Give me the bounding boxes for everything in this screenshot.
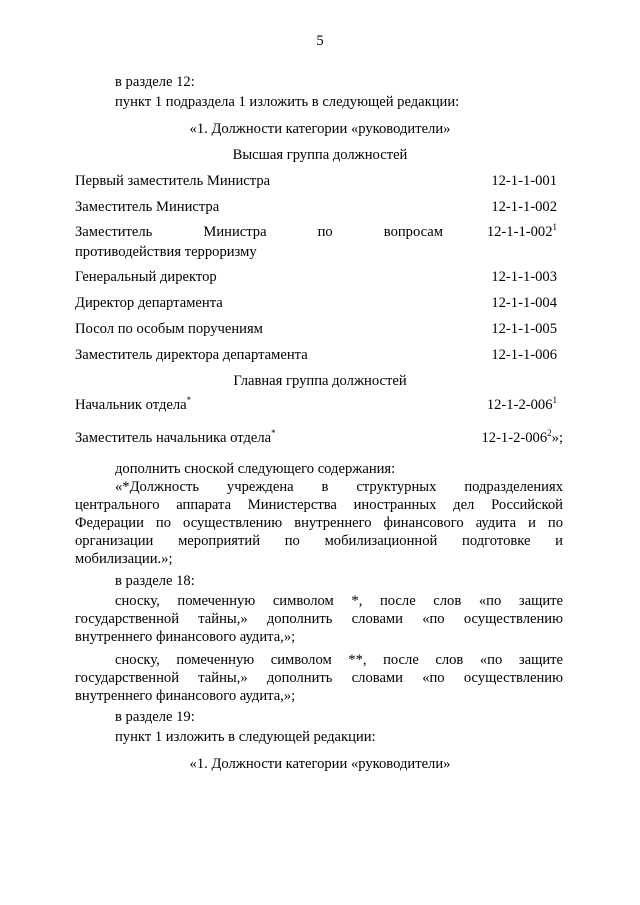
section19-heading: «1. Должности категории «руководители» xyxy=(189,756,451,772)
footnote-line: центрального аппарата Министерства иностранных дел Российской xyxy=(75,497,563,513)
position-title-line2: противодействия терроризму xyxy=(75,244,257,260)
position-code: $12-1-1-002^1$ xyxy=(486,222,557,240)
footnote-line: «*Должность учреждена в структурных подразделениях xyxy=(115,479,563,495)
code-superscript: 1 xyxy=(552,222,557,233)
position-title: Заместитель начальника отдела* xyxy=(75,428,276,446)
position-title-line1: Заместитель Министра по вопросам xyxy=(75,224,443,240)
page-number: 5 xyxy=(316,33,324,49)
section19-intro: в разделе 19: xyxy=(115,709,195,725)
section12-intro: в разделе 12: xyxy=(115,74,195,90)
position-code: 12-1-1-001 xyxy=(491,173,557,189)
position-row xyxy=(75,397,557,414)
position-code: 12-1-1-003 xyxy=(491,269,557,285)
position-row xyxy=(75,430,563,447)
position-title: Генеральный директор xyxy=(75,269,217,285)
position-row xyxy=(75,173,557,190)
position-code: 12-1-1-002 xyxy=(491,199,557,215)
position-title: Заместитель директора департамента xyxy=(75,347,308,363)
position-title: Первый заместитель Министра xyxy=(75,173,271,189)
code-superscript: 1 xyxy=(552,395,557,406)
section18-item1-line: внутреннего финансового аудита,»; xyxy=(75,629,296,645)
section18-intro: в разделе 18: xyxy=(115,573,195,589)
footnote-intro: дополнить сноской следующего содержания: xyxy=(115,461,396,477)
section18-item2-line: государственной тайны,» дополнить словами «по осуществлению xyxy=(75,670,563,686)
section18-item1-line: государственной тайны,» дополнить словами «по осуществлению xyxy=(75,611,563,627)
position-title: Начальник отдела* xyxy=(75,395,192,413)
position-row xyxy=(75,347,557,364)
higher-group-title: Высшая группа должностей xyxy=(232,147,408,163)
position-code: $12-1-2-006^2$»; xyxy=(481,428,563,446)
title-superscript: * xyxy=(186,395,192,406)
position-row xyxy=(75,199,557,216)
section12-heading: «1. Должности категории «руководители» xyxy=(189,121,451,137)
position-row xyxy=(75,224,557,264)
section18-item1-line: сноску, помеченную символом *, после слов «по защите xyxy=(115,593,563,609)
position-title: Директор департамента xyxy=(75,295,223,311)
code-superscript: 2 xyxy=(547,428,552,439)
position-code: 12-1-1-004 xyxy=(491,295,557,311)
section18-item2-line: внутреннего финансового аудита,»; xyxy=(75,688,296,704)
position-row xyxy=(75,269,557,286)
main-group-title: Главная группа должностей xyxy=(233,373,407,389)
position-row xyxy=(75,295,557,312)
position-title: Заместитель Министра xyxy=(75,199,220,215)
position-code: 12-1-1-005 xyxy=(491,321,557,337)
position-code: 12-1-1-006 xyxy=(491,347,557,363)
section18-item2-line: сноску, помеченную символом **, после слов «по защите xyxy=(115,652,563,668)
position-code: $12-1-2-006^1$ xyxy=(486,395,557,413)
footnote-line: организации мероприятий по мобилизационной подготовке и xyxy=(75,533,563,549)
position-row xyxy=(75,321,557,338)
footnote-line: мобилизации.»; xyxy=(75,551,173,567)
position-title: Посол по особым поручениям xyxy=(75,321,263,337)
section12-point: пункт 1 подраздела 1 изложить в следующей редакции: xyxy=(115,94,460,110)
footnote-line: Федерации по осуществлению внутреннего финансового аудита и по xyxy=(75,515,563,531)
section19-point: пункт 1 изложить в следующей редакции: xyxy=(115,729,376,745)
title-superscript: * xyxy=(271,428,276,439)
